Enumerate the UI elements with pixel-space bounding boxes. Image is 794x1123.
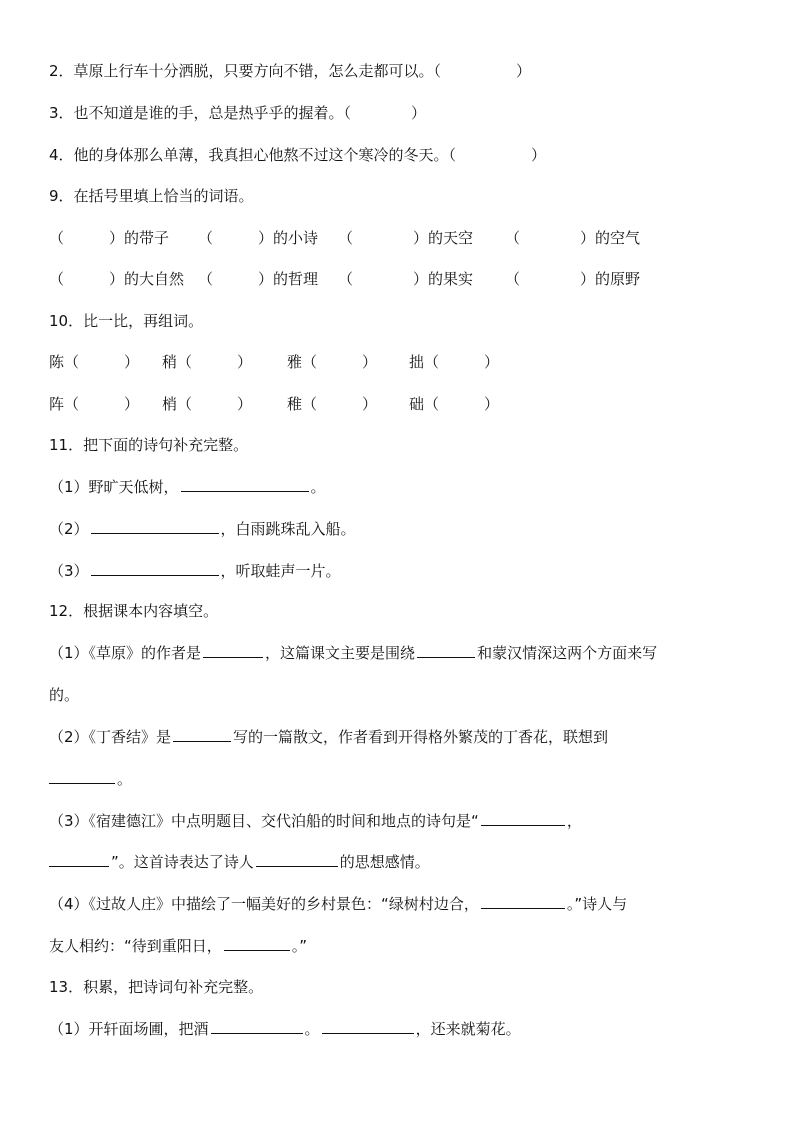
q11-2-text-a: （2） xyxy=(49,520,89,538)
q10-item-5[interactable]: 阵（ ） xyxy=(49,395,140,413)
q12-2-text-c: 。 xyxy=(117,770,133,788)
question-13-title: 13．积累，把诗词句补充完整。 xyxy=(49,978,264,996)
q12-2-text-a: （2）《丁香结》是 xyxy=(49,728,172,746)
answer-blank[interactable] xyxy=(49,768,115,784)
question-4: 4．他的身体那么单薄，我真担心他熬不过这个寒冷的冬天。（ ） xyxy=(49,146,547,164)
q11-3-text-a: （3） xyxy=(49,562,89,580)
question-2: 2．草原上行车十分洒脱，只要方向不错，怎么走都可以。（ ） xyxy=(49,62,532,80)
q11-line-1 xyxy=(49,476,326,498)
q11-line-2 xyxy=(49,518,356,540)
q12-line-4-cont xyxy=(49,935,307,957)
q10-item-7[interactable]: 稚（ ） xyxy=(287,395,378,413)
q11-3-text-b: ，听取蛙声一片。 xyxy=(220,562,341,580)
q10-item-6[interactable]: 梢（ ） xyxy=(162,395,253,413)
q9-item-8[interactable]: （ ）的原野 xyxy=(505,270,641,288)
answer-blank[interactable] xyxy=(91,560,219,576)
q12-line-4 xyxy=(49,893,627,915)
q12-line-2 xyxy=(49,726,608,748)
answer-blank[interactable] xyxy=(211,1018,303,1034)
answer-blank[interactable] xyxy=(224,935,290,951)
answer-blank[interactable] xyxy=(256,851,338,867)
q12-line-2-cont xyxy=(49,768,132,790)
answer-blank[interactable] xyxy=(322,1018,414,1034)
q12-1-text-c: 和蒙汉情深这两个方面来写 xyxy=(477,644,658,662)
question-12-title: 12．根据课本内容填空。 xyxy=(49,602,219,620)
q12-1-text-b: ，这篇课文主要是围绕 xyxy=(265,644,416,662)
q9-item-2[interactable]: （ ）的小诗 xyxy=(198,229,319,247)
answer-blank[interactable] xyxy=(173,726,231,742)
question-11-title: 11．把下面的诗句补充完整。 xyxy=(49,436,249,454)
q12-3-text-a: （3）《宿建德江》中点明题目、交代泊船的时间和地点的诗句是“ xyxy=(49,812,479,830)
question-10-title: 10．比一比，再组词。 xyxy=(49,312,204,330)
q12-line-3 xyxy=(49,810,582,832)
answer-blank[interactable] xyxy=(417,642,475,658)
answer-blank[interactable] xyxy=(203,642,263,658)
q9-item-3[interactable]: （ ）的天空 xyxy=(338,229,474,247)
q12-3-text-b: ， xyxy=(566,812,582,830)
q10-item-3[interactable]: 雅（ ） xyxy=(287,353,378,371)
q9-item-6[interactable]: （ ）的哲理 xyxy=(198,270,319,288)
q10-item-8[interactable]: 础（ ） xyxy=(409,395,500,413)
q12-4-text-d: 。” xyxy=(291,937,308,955)
q12-2-text-b: 写的一篇散文，作者看到开得格外繁茂的丁香花，联想到 xyxy=(233,728,609,746)
q12-4-text-c: 友人相约：“待到重阳日， xyxy=(49,937,222,955)
q12-3-text-c: ”。这首诗表达了诗人 xyxy=(111,853,254,871)
answer-blank[interactable] xyxy=(181,476,309,492)
q9-item-1[interactable]: （ ）的带子 xyxy=(49,229,170,247)
q11-2-text-b: ，白雨跳珠乱入船。 xyxy=(220,520,356,538)
q13-1-text-c: ，还来就菊花。 xyxy=(415,1020,521,1038)
q13-1-text-a: （1）开轩面场圃，把酒 xyxy=(49,1020,209,1038)
q13-1-text-b: 。 xyxy=(304,1020,320,1038)
answer-blank[interactable] xyxy=(49,851,109,867)
q12-line-1 xyxy=(49,642,657,664)
q9-item-5[interactable]: （ ）的大自然 xyxy=(49,270,185,288)
q12-4-text-a: （4）《过故人庄》中描绘了一幅美好的乡村景色：“绿树村边合， xyxy=(49,895,479,913)
question-3: 3．也不知道是谁的手，总是热乎乎的握着。（ ） xyxy=(49,104,427,122)
answer-blank[interactable] xyxy=(481,810,565,826)
q13-line-1 xyxy=(49,1018,521,1040)
q9-item-4[interactable]: （ ）的空气 xyxy=(505,229,641,247)
question-9-title: 9．在括号里填上恰当的词语。 xyxy=(49,187,254,205)
q10-item-4[interactable]: 拙（ ） xyxy=(409,353,500,371)
q11-line-3 xyxy=(49,560,341,582)
q12-3-text-d: 的思想感情。 xyxy=(339,853,430,871)
answer-blank[interactable] xyxy=(91,518,219,534)
q12-4-text-b: 。”诗人与 xyxy=(566,895,628,913)
q10-item-1[interactable]: 陈（ ） xyxy=(49,353,140,371)
q11-1-text-a: （1）野旷天低树， xyxy=(49,478,179,496)
answer-blank[interactable] xyxy=(481,893,565,909)
q12-line-1-cont: 的。 xyxy=(49,686,80,704)
q12-1-text-a: （1）《草原》的作者是 xyxy=(49,644,202,662)
q10-item-2[interactable]: 稍（ ） xyxy=(162,353,253,371)
q9-item-7[interactable]: （ ）的果实 xyxy=(338,270,474,288)
q11-1-text-b: 。 xyxy=(310,478,326,496)
q12-line-3-cont xyxy=(49,851,430,873)
